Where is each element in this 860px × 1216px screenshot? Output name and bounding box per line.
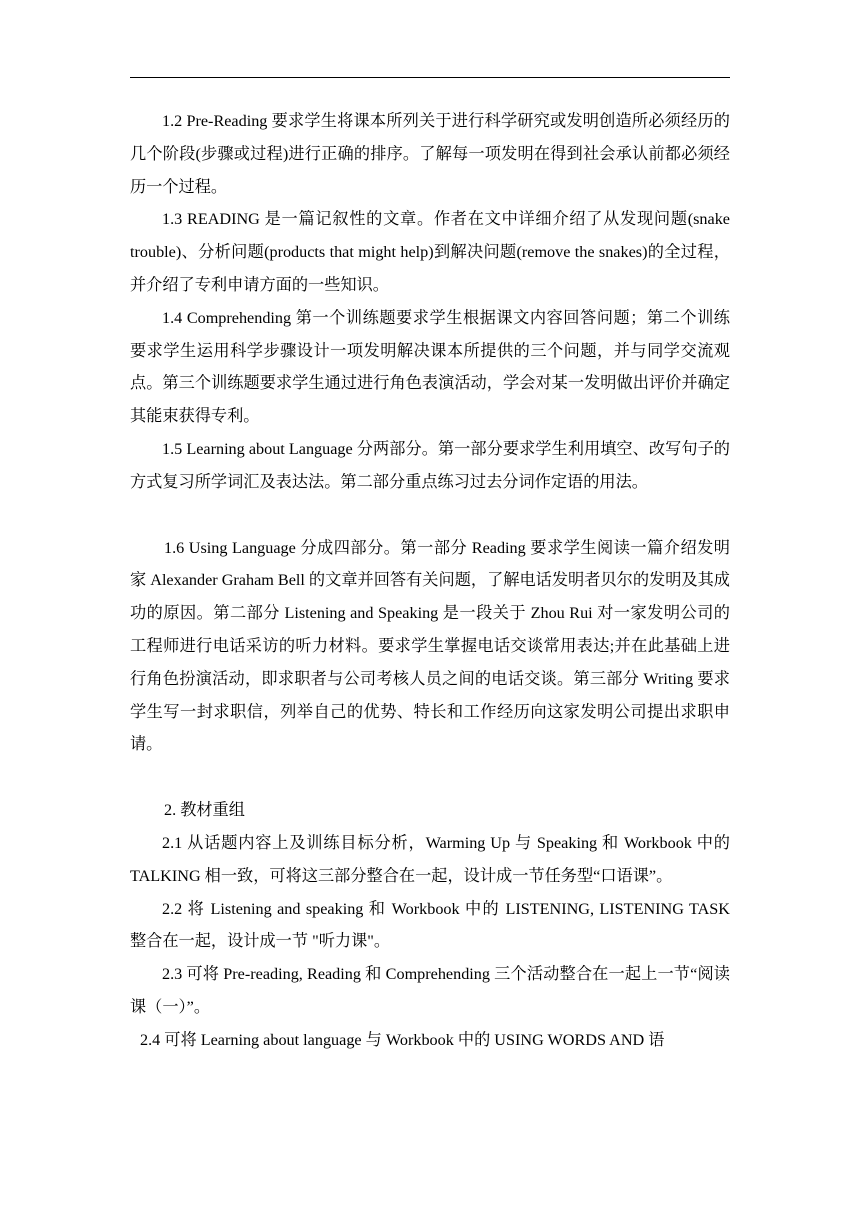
paragraph-2-4: 2.4 可将 Learning about language 与 Workbook 中的 USING WORDS AND 语: [140, 1030, 665, 1049]
paragraph-2-3: 2.3 可将 Pre-reading, Reading 和 Comprehending 三个活动整合在一起上一节“阅读课（一）”。: [130, 965, 730, 1016]
paragraph-1-5: 1.5 Learning about Language 分两部分。第一部分要求学生利用填空、改写句子的方式复习所学词汇及表达法。第二部分重点练习过去分词作定语的用法。: [130, 439, 730, 491]
spacer: [130, 761, 730, 794]
header-rule: [130, 77, 730, 78]
paragraph-2-2: 2.2 将 Listening and speaking 和 Workbook 中的 LISTENING, LISTENING TASK 整合在一起，设计成一节 "听力课"。: [130, 899, 730, 951]
paragraph-1-6: 1.6 Using Language 分成四部分。第一部分 Reading 要求学生阅读一篇介绍发明家 Alexander Graham Bell 的文章并回答有关问题，了解电话发明者贝尔的发明及其成功的原因。第二部分 Listening and Speaking 是一段关于 Zhou Rui 对一家发明公司的工程师进行电话采访的听力材料。要求学生掌握电话交谈常用表达;并在此基础上进行角色扮演活动，即求职者与公司考核人员之间的电话交谈。第三部分 Writing 要求学生写一封求职信，列举自己的优势、特长和工作经历向这家发明公司提出求职申请。: [130, 538, 730, 754]
document-body: [130, 105, 730, 1057]
paragraph-1-4: 1.4 Comprehending 第一个训练题要求学生根据课文内容回答问题；第二个训练要求学生运用科学步骤设计一项发明解决课本所提供的三个问题，并与同学交流观点。第三个训练题要求学生通过进行角色表演活动，学会对某一发明做出评价并确定其能束获得专利。: [130, 308, 730, 426]
section-heading-2: 2. 教材重组: [164, 801, 245, 820]
paragraph-1-3: 1.3 READING 是一篇记叙性的文章。作者在文中详细介绍了从发现问题(snake trouble)、分析问题(products that might help)到解决问题(remove the snakes)的全过程，并介绍了专利申请方面的一些知识。: [130, 210, 730, 294]
spacer: [130, 499, 730, 532]
paragraph-2-1: 2.1 从话题内容上及训练目标分析，Warming Up 与 Speaking 和 Workbook 中的 TALKING 相一致，可将这三部分整合在一起，设计成一节任务型“口语课”。: [130, 833, 730, 885]
paragraph-1-2: 1.2 Pre-Reading 要求学生将课本所列关于进行科学研究或发明创造所必须经历的几个阶段(步骤或过程)进行正确的排序。了解每一项发明在得到社会承认前都必须经历一个过程。: [130, 112, 730, 196]
